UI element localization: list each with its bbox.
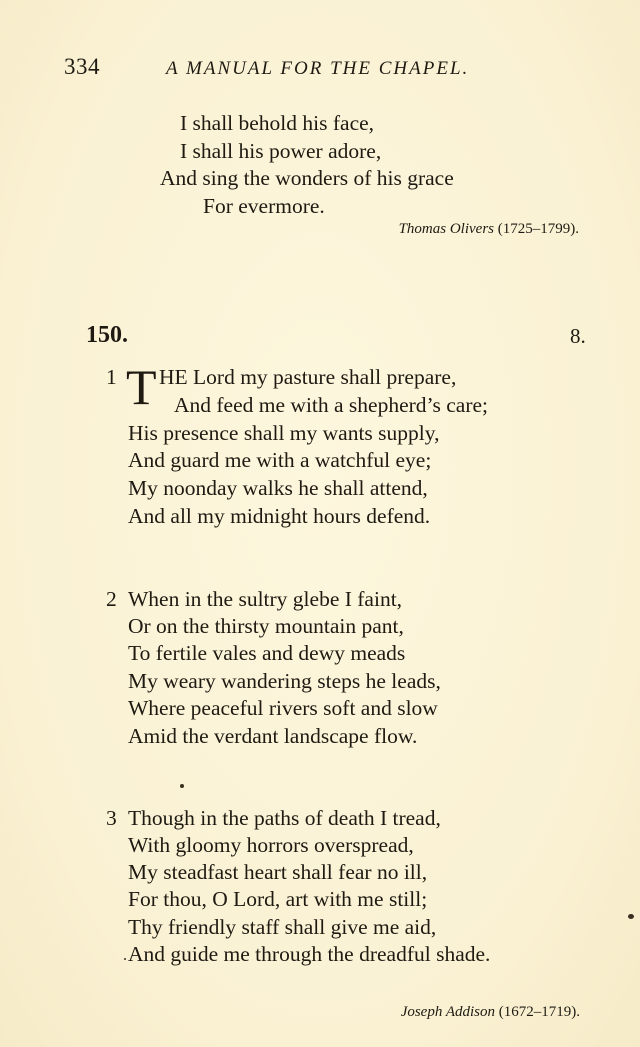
hymn-number: 150. — [86, 322, 128, 348]
running-title: A MANUAL FOR THE CHAPEL. — [166, 58, 470, 79]
previous-hymn-line: I shall behold his face, — [180, 111, 375, 135]
ink-speck — [124, 958, 126, 960]
hymn-meter: 8. — [570, 324, 586, 348]
previous-hymn-line: And sing the wonders of his grace — [160, 166, 454, 190]
stanza-line: HE Lord my pasture shall prepare, — [159, 365, 457, 389]
ink-speck — [628, 914, 634, 919]
page-number: 334 — [64, 54, 100, 79]
attribution-dates: (1672–1719). — [498, 1004, 580, 1020]
previous-hymn-line: For evermore. — [203, 194, 325, 218]
attribution-dates: (1725–1799). — [497, 221, 579, 237]
stanza-line: Where peaceful rivers soft and slow — [128, 696, 438, 720]
stanza-line: My steadfast heart shall fear no ill, — [128, 860, 428, 884]
attribution-author: Joseph Addison — [400, 1004, 495, 1020]
stanza-line: When in the sultry glebe I faint, — [128, 587, 403, 611]
stanza-line: His presence shall my wants supply, — [128, 421, 440, 445]
stanza-line: My weary wandering steps he leads, — [128, 669, 441, 693]
stanza-line: For thou, O Lord, art with me still; — [128, 887, 428, 911]
stanza-line: Thy friendly staff shall give me aid, — [128, 915, 437, 939]
stanza-number: 2 — [106, 587, 117, 611]
stanza-line: And guard me with a watchful eye; — [128, 448, 432, 472]
stanza-line: To fertile vales and dewy meads — [128, 641, 406, 665]
stanza-number: 1 — [106, 365, 117, 389]
attribution-author: Thomas Olivers — [398, 221, 494, 237]
stanza-line: Though in the paths of death I tread, — [128, 806, 441, 830]
hymn-attribution — [401, 1005, 580, 1020]
ink-speck — [180, 784, 184, 788]
stanza-number: 3 — [106, 806, 117, 830]
stanza-line: Or on the thirsty mountain pant, — [128, 614, 404, 638]
previous-hymn-line: I shall his power adore, — [180, 139, 382, 163]
stanza-line: Amid the verdant landscape flow. — [128, 724, 418, 748]
drop-cap: T — [126, 359, 157, 415]
stanza-line: With gloomy horrors overspread, — [128, 833, 414, 857]
stanza-line: And all my midnight hours defend. — [128, 504, 431, 528]
stanza-line: My noonday walks he shall attend, — [128, 476, 428, 500]
stanza-line: And guide me through the dreadful shade. — [128, 942, 491, 966]
previous-hymn-attribution — [399, 222, 579, 237]
stanza-line: And feed me with a shepherd’s care; — [174, 393, 489, 417]
